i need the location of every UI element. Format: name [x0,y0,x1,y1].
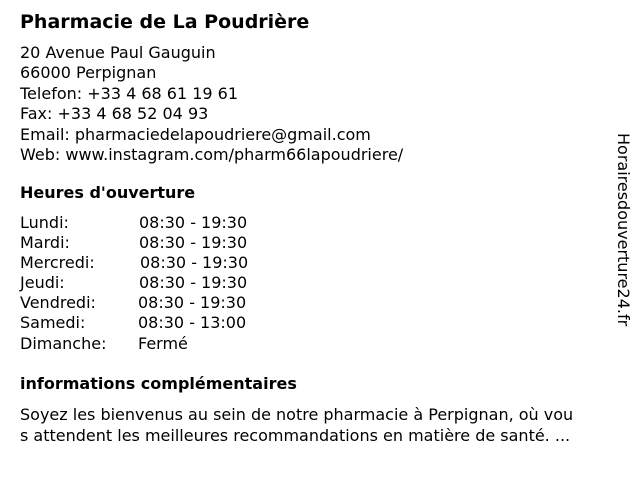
time-value: 08:30 - 19:30 [138,293,247,313]
day-label: Dimanche: [20,333,107,353]
day-label: Mardi: [20,233,70,253]
site-watermark: Horairesdouverture24.fr [614,133,633,327]
additional-info-text [20,405,620,446]
day-label: Samedi: [20,313,86,333]
contact-block [20,43,403,165]
day-label: Mercredi: [20,253,95,273]
info-text-line: Soyez les bienvenus au sein de notre pharmacie à Perpignan, où vou [20,405,574,424]
email-address: Email: pharmaciedelapoudriere@gmail.com [20,124,371,144]
time-value: 08:30 - 19:30 [139,233,248,253]
website-address: Web: www.instagram.com/pharm66lapoudriere/ [20,145,404,165]
address-street: 20 Avenue Paul Gauguin [20,43,216,62]
additional-info-heading: informations complémentaires [20,374,297,393]
day-label: Vendredi: [20,293,96,313]
time-value: 08:30 - 13:00 [138,313,247,333]
pharmacy-name: Pharmacie de La Poudrière [20,11,310,33]
time-value: 08:30 - 19:30 [139,213,248,232]
address-city: 66000 Perpignan [20,63,157,83]
day-label: Jeudi: [20,273,65,293]
day-label: Lundi: [20,213,69,232]
time-value: Fermé [138,333,188,353]
time-value: 08:30 - 19:30 [140,253,249,273]
phone-number: Telefon: +33 4 68 61 19 61 [20,83,239,103]
time-value: 08:30 - 19:30 [139,273,248,293]
fax-number: Fax: +33 4 68 52 04 93 [20,104,209,124]
opening-hours-heading: Heures d'ouverture [20,183,196,202]
info-text-line: s attendent les meilleures recommandations en matière de santé. ... [20,425,571,445]
